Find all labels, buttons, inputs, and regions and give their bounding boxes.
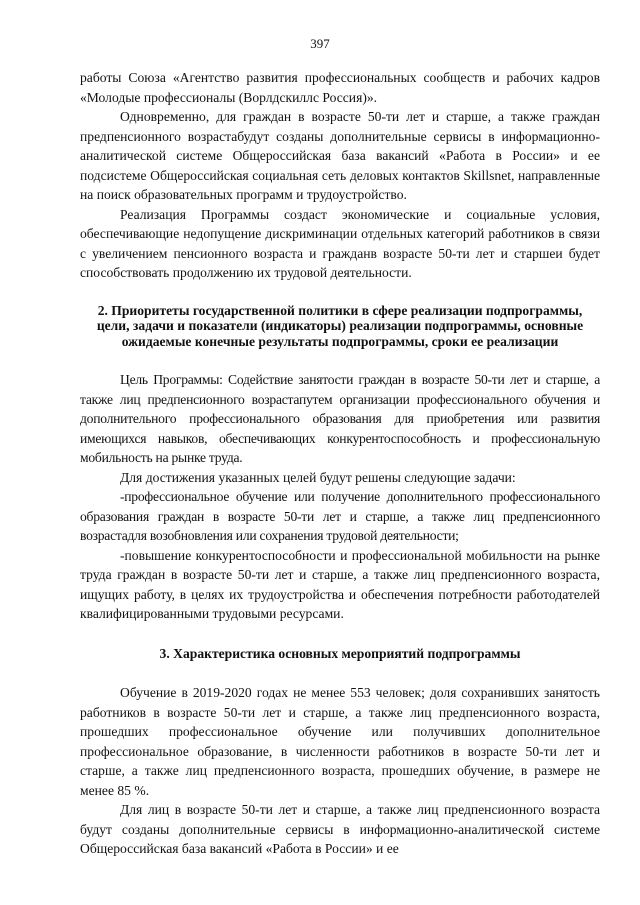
paragraph-tasks-intro: Для достижения указанных целей будут решены следующие задачи: [120, 469, 516, 485]
document-body [80, 68, 600, 859]
page-number: 397 [310, 36, 330, 51]
list-item-task-2: -повышение конкурентоспособности и профессиональной мобильности на рынке труда граждан в возрасте 50-ти лет и старше, а также лиц предпенсионного возраста, ищущих работу, в целях их трудоустройства и обеспечения потребности работодателей квалифицированными трудовыми ресурсами. [80, 547, 600, 621]
paragraph-program-effect: Реализация Программы создаст экономические и социальные условия, обеспечивающие недопущение дискриминации отдельных категорий работников в связи с увеличением пенсионного возраста и гражданв возрасте 50-ти лет и старшеи будет способствовать продолжению их трудовой деятельности. [80, 206, 600, 280]
paragraph-training-target: Обучение в 2019-2020 годах не менее 553 человек; доля сохранивших занятость работников в возрасте 50-ти лет и старше, а также лиц предпенсионного возраста, прошедших профессиональное обучение или получивших дополнительное профессиональное образование, в численности работников в возрасте 50-ти лет и старше, а также лиц предпенсионного возраста, прошедших обучение, в размере не менее 85 %. [80, 685, 600, 798]
section-2-heading: 2. Приоритеты государственной политики в сфере реализации подпрограммы, цели, задачи и показатели (индикаторы) реализации подпрограммы, основные ожидаемые конечные результаты подпрограммы, сроки ее реализации [96, 302, 584, 349]
paragraph-continuation: работы Союза «Агентство развития профессиональных сообществ и рабочих кадров «Молодые профессионалы (Ворлдскиллс Россия)». [80, 70, 600, 105]
paragraph-program-goal: Цель Программы: Содействие занятости граждан в возрасте 50-ти лет и старше, а также лиц предпенсионного возрастапутем организации профессионального обучения и дополнительного профессионального образования для приобретения или развития имеющихся навыков, обеспечивающих конкурентоспособность и профессиональную мобильность на рынке труда. [80, 372, 600, 465]
section-3-heading: 3. Характеристика основных мероприятий подпрограммы [159, 645, 521, 661]
paragraph-services: Для лиц в возрасте 50-ти лет и старше, а также лиц предпенсионного возраста будут созданы дополнительные сервисы в информационно-аналитической системе Общероссийская база вакансий «Работа в России» и ее [80, 802, 600, 856]
list-item-task-1: -профессиональное обучение или получение дополнительного профессионального образования граждан в возрасте 50-ти лет и старше, а также лиц предпенсионного возрастадля возобновления или сохранения трудовой деятельности; [80, 489, 600, 543]
paragraph-additional-services: Одновременно, для граждан в возрасте 50-ти лет и старше, а также граждан предпенсионного возрастабудут созданы дополнительные сервисы в информационно-аналитической системе Общероссийская база вакансий «Работа в России» и ее подсистеме Общероссийская социальная сеть деловых контактов Skillsnet, направленные на поиск образовательных программ и трудоустройство. [80, 109, 600, 202]
